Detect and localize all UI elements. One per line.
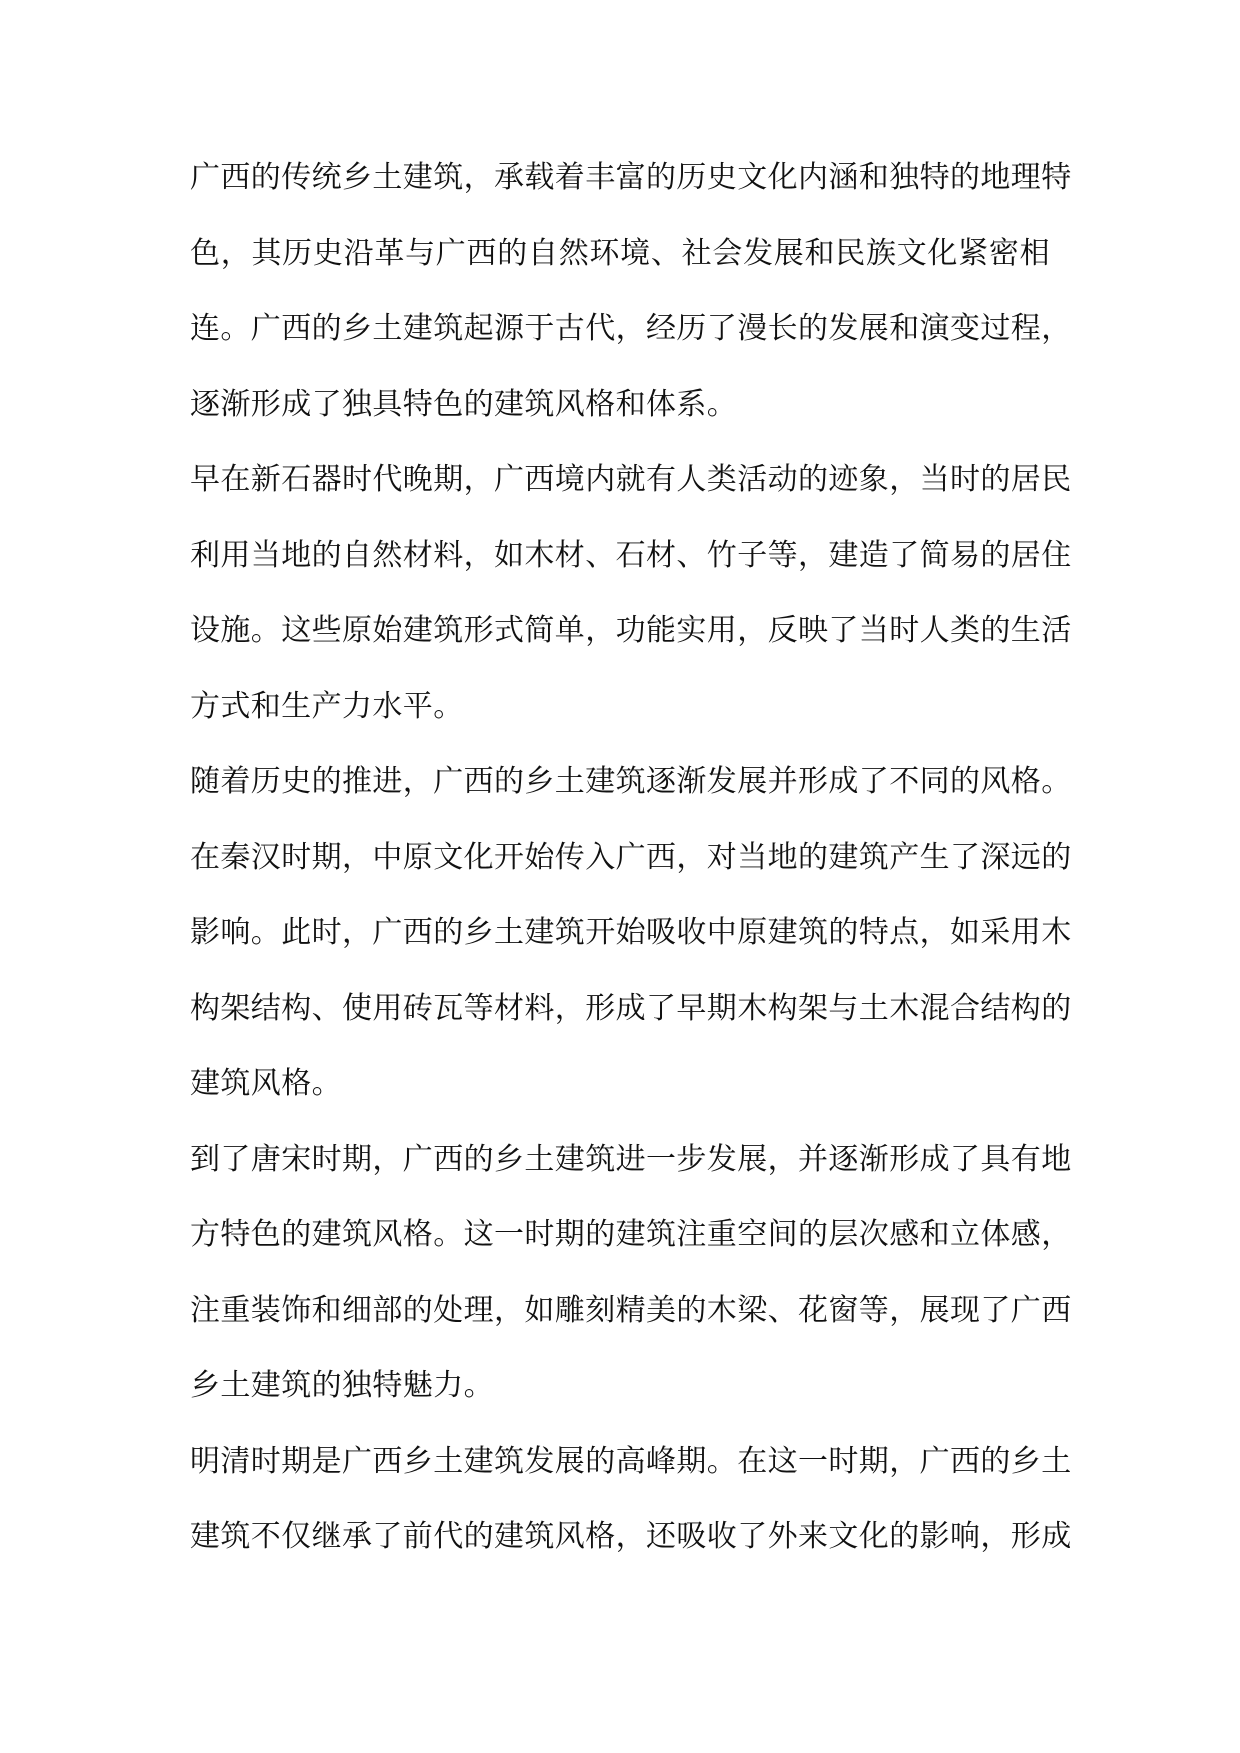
paragraph-1-line-3: 连。广西的乡土建筑起源于古代，经历了漫长的发展和演变过程，: [190, 311, 1072, 346]
paragraph-4-line-3: 注重装饰和细部的处理，如雕刻精美的木梁、花窗等，展现了广西: [190, 1292, 1072, 1328]
paragraph-3-line-2: 在秦汉时期，中原文化开始传入广西，对当地的建筑产生了深远的: [190, 839, 1072, 875]
paragraph-3-line-1: 随着历史的推进，广西的乡土建筑逐渐发展并形成了不同的风格。: [190, 764, 1072, 799]
paragraph-4-line-1: 到了唐宋时期，广西的乡土建筑进一步发展，并逐渐形成了具有地: [190, 1141, 1072, 1177]
paragraph-4-line-4: 乡土建筑的独特魅力。: [190, 1368, 494, 1403]
paragraph-2-line-4: 方式和生产力水平。: [190, 688, 464, 724]
paragraph-1-line-2: 色，其历史沿革与广西的自然环境、社会发展和民族文化紧密相: [190, 235, 1050, 271]
paragraph-3-line-5: 建筑风格。: [190, 1066, 342, 1101]
paragraph-2-line-1: 早在新石器时代晚期，广西境内就有人类活动的迹象，当时的居民: [190, 462, 1072, 497]
paragraph-1-line-1: 广西的传统乡土建筑，承载着丰富的历史文化内涵和独特的地理特: [190, 160, 1072, 195]
paragraph-5-line-1: 明清时期是广西乡土建筑发展的高峰期。在这一时期，广西的乡土: [190, 1443, 1072, 1479]
paragraph-3-line-3: 影响。此时，广西的乡土建筑开始吸收中原建筑的特点，如采用木: [190, 915, 1072, 950]
paragraph-2-line-2: 利用当地的自然材料，如木材、石材、竹子等，建造了简易的居住: [190, 537, 1072, 573]
document-body: [190, 140, 1072, 1575]
paragraph-3-line-4: 构架结构、使用砖瓦等材料，形成了早期木构架与土木混合结构的: [190, 990, 1072, 1026]
paragraph-4-line-2: 方特色的建筑风格。这一时期的建筑注重空间的层次感和立体感，: [190, 1217, 1072, 1252]
paragraph-5-line-2: 建筑不仅继承了前代的建筑风格，还吸收了外来文化的影响，形成: [190, 1519, 1072, 1554]
paragraph-1-line-4: 逐渐形成了独具特色的建筑风格和体系。: [190, 386, 738, 422]
paragraph-2-line-3: 设施。这些原始建筑形式简单，功能实用，反映了当时人类的生活: [190, 613, 1072, 648]
